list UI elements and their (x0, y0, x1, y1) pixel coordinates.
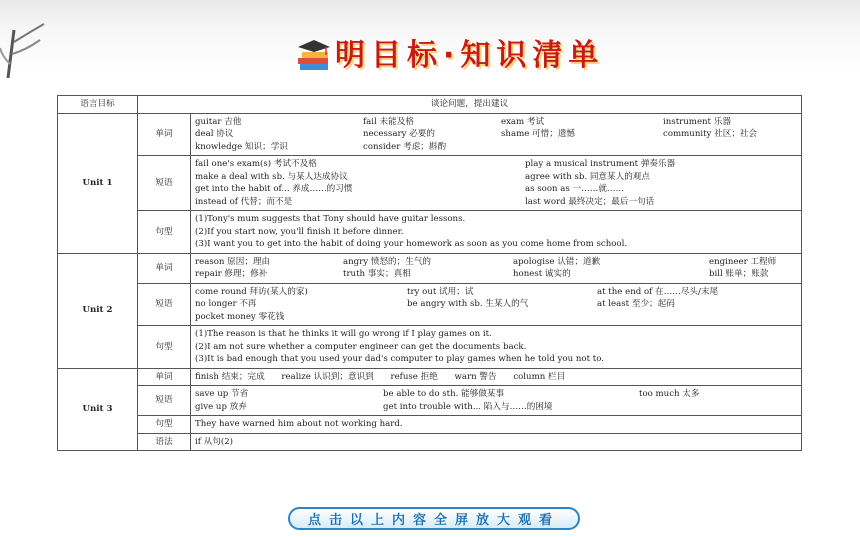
col-topic: 谈论问题，提出建议 (138, 96, 802, 114)
unit-2-label: Unit 2 (58, 253, 138, 368)
graduation-books-icon (296, 38, 332, 72)
list-item: finish 结束；完成 (195, 371, 265, 382)
list-item: shame 可惜；遗憾 (501, 129, 576, 139)
table-row (58, 283, 802, 326)
fullscreen-button[interactable]: 点击以上内容全屏放大观看 (288, 507, 580, 530)
list-item: get into the habit of... 养成……的习惯 (195, 184, 353, 194)
table-row (58, 211, 802, 254)
list-item: agree with sb. 同意某人的观点 (525, 171, 650, 182)
col-label: 语言目标 (58, 96, 138, 114)
category-label: 句型 (138, 326, 191, 369)
unit-1-sentences (191, 211, 802, 254)
list-item: pocket money 零花钱 (195, 311, 285, 322)
unit-3-sentences: They have warned him about not working hard. (191, 416, 802, 434)
category-label: 句型 (138, 416, 191, 434)
list-item: play a musical instrument 弹奏乐器 (525, 159, 676, 169)
list-item: (1)Tony's mum suggests that Tony should have guitar lessons. (195, 214, 466, 224)
list-item: be able to do sth. 能够做某事 (383, 389, 505, 399)
bamboo-decoration-icon (0, 20, 60, 80)
list-item: (3)It is bad enough that you used your dad's computer to play games when he told you not to. (195, 354, 604, 364)
list-item: deal 协议 (195, 129, 234, 139)
list-item: at least 至少；起码 (597, 299, 675, 309)
list-item: angry 愤怒的；生气的 (343, 256, 432, 267)
list-item: consider 考虑；斟酌 (363, 141, 447, 152)
list-item: engineer 工程师 (709, 256, 777, 267)
list-item: necessary 必要的 (363, 129, 435, 139)
table-row (58, 253, 802, 283)
table-header-row (58, 96, 802, 114)
list-item: bill 账单；账款 (709, 269, 769, 279)
unit-3-phrases (191, 386, 802, 416)
list-item: make a deal with sb. 与某人达成协议 (195, 171, 348, 182)
list-item: (1)The reason is that he thinks it will go wrong if I play games on it. (195, 329, 492, 339)
list-item: as soon as 一……就…… (525, 184, 625, 194)
table-row (58, 433, 802, 451)
list-item: column 栏目 (513, 371, 566, 382)
list-item: knowledge 知识；学识 (195, 141, 288, 152)
unit-2-phrases (191, 283, 802, 326)
table-row (58, 368, 802, 386)
list-item: (2)If you start now, you'll finish it before dinner. (195, 226, 404, 237)
list-item: instead of 代替；而不是 (195, 196, 293, 207)
category-label: 单词 (138, 253, 191, 283)
unit-1-phrases (191, 156, 802, 211)
list-item: apologise 认错；道歉 (513, 256, 601, 267)
list-item: reason 原因；理由 (195, 256, 271, 267)
list-item: save up 节省 (195, 389, 249, 399)
list-item: last word 最终决定；最后一句话 (525, 196, 655, 207)
list-item: repair 修理；修补 (195, 269, 268, 279)
list-item: warn 警告 (454, 371, 497, 382)
knowledge-table (57, 95, 802, 451)
list-item: exam 考试 (501, 116, 545, 127)
list-item: refuse 拒绝 (390, 371, 438, 382)
page-title: 明目标·知识清单 (335, 38, 605, 73)
category-label: 短语 (138, 386, 191, 416)
list-item: (3)I want you to get into the habit of doing your homework as soon as you come home from school. (195, 239, 628, 249)
list-item: be angry with sb. 生某人的气 (407, 299, 529, 309)
list-item: guitar 吉他 (195, 116, 242, 127)
category-label: 单词 (138, 368, 191, 386)
table-row (58, 386, 802, 416)
list-item: realize 认识到；意识到 (281, 371, 374, 382)
category-label: 短语 (138, 283, 191, 326)
unit-3-grammar: if 从句(2) (191, 433, 802, 451)
list-item: fail one's exam(s) 考试不及格 (195, 159, 317, 169)
table-row (58, 326, 802, 369)
list-item: too much 太多 (639, 389, 700, 399)
list-item: instrument 乐器 (663, 116, 731, 127)
category-label: 单词 (138, 113, 191, 156)
table-row (58, 156, 802, 211)
list-item: honest 诚实的 (513, 269, 571, 279)
table-row (58, 113, 802, 156)
category-label: 短语 (138, 156, 191, 211)
list-item: try out 试用；试 (407, 286, 474, 297)
list-item: come round 拜访(某人的家) (195, 286, 308, 297)
list-item: get into trouble with... 陷入与……的困境 (383, 401, 553, 412)
category-label: 语法 (138, 433, 191, 451)
list-item: fail 未能及格 (363, 116, 414, 127)
unit-3-label: Unit 3 (58, 368, 138, 451)
unit-2-sentences (191, 326, 802, 369)
list-item: truth 事实；真相 (343, 269, 411, 279)
list-item: no longer 不再 (195, 299, 257, 309)
list-item: at the end of 在……尽头/末尾 (597, 286, 719, 297)
unit-1-label: Unit 1 (58, 113, 138, 253)
unit-3-words (191, 368, 802, 386)
list-item: (2)I am not sure whether a computer engineer can get the documents back. (195, 341, 527, 352)
list-item: community 社区；社会 (663, 129, 758, 139)
category-label: 句型 (138, 211, 191, 254)
table-row (58, 416, 802, 434)
list-item: give up 放弃 (195, 401, 247, 412)
unit-2-words (191, 253, 802, 283)
list-item (639, 401, 797, 414)
unit-1-words (191, 113, 802, 156)
